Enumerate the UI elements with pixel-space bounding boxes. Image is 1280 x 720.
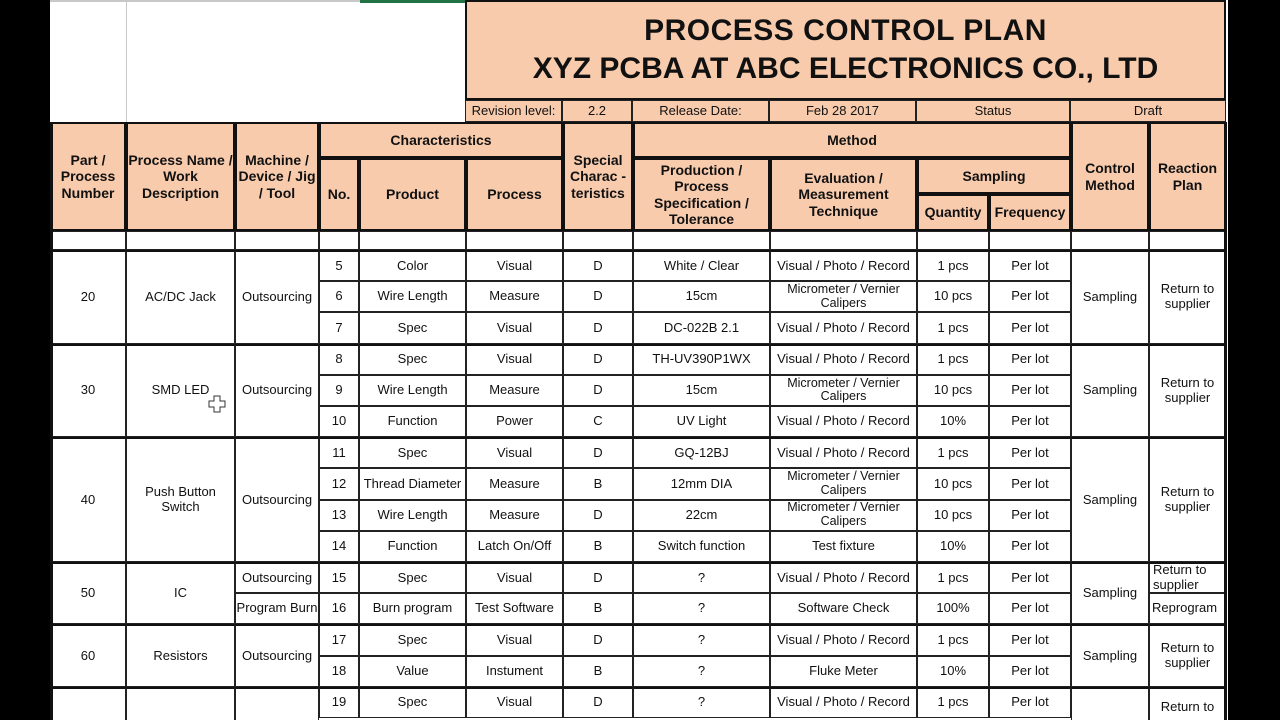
cell-spec[interactable]: GQ-12BJ: [633, 437, 770, 468]
cell-product[interactable]: Function: [359, 406, 466, 437]
cell-no[interactable]: 16: [319, 593, 359, 624]
blank-cell[interactable]: [235, 231, 319, 250]
cell-freq[interactable]: Per lot: [989, 468, 1071, 499]
reaction-plan-cell[interactable]: Return to supplier: [1149, 344, 1226, 438]
header-product[interactable]: Product: [359, 158, 466, 231]
cell-qty[interactable]: 10 pcs: [917, 281, 989, 312]
cell-process[interactable]: Visual: [466, 437, 563, 468]
machine-cell[interactable]: Outsourcing: [235, 624, 319, 686]
control-method-cell[interactable]: Sampling: [1071, 562, 1149, 624]
cell-process[interactable]: Visual: [466, 624, 563, 655]
header-characteristics[interactable]: Characteristics: [319, 122, 563, 158]
cell-no[interactable]: 12: [319, 468, 359, 499]
cell-spec[interactable]: 22cm: [633, 500, 770, 531]
cell-no[interactable]: 7: [319, 312, 359, 343]
spreadsheet-area[interactable]: [50, 0, 1228, 720]
cell-special[interactable]: B: [563, 656, 633, 687]
cell-qty[interactable]: 1 pcs: [917, 250, 989, 281]
cell-no[interactable]: 18: [319, 656, 359, 687]
part-number-cell[interactable]: 50: [50, 562, 126, 624]
cell-qty[interactable]: 10 pcs: [917, 375, 989, 406]
cell-eval[interactable]: Test fixture: [770, 531, 917, 562]
cell-qty[interactable]: 10%: [917, 656, 989, 687]
cell-freq[interactable]: Per lot: [989, 312, 1071, 343]
cell-product[interactable]: Wire Length: [359, 500, 466, 531]
title-line1: PROCESS CONTROL PLAN: [644, 13, 1047, 47]
cell-eval[interactable]: Micrometer / Vernier Calipers: [770, 375, 917, 406]
cell-freq[interactable]: Per lot: [989, 656, 1071, 687]
cell-eval[interactable]: Fluke Meter: [770, 656, 917, 687]
reaction-plan-cell[interactable]: Reprogram: [1149, 593, 1226, 624]
cell-eval[interactable]: Visual / Photo / Record: [770, 312, 917, 343]
cell-special[interactable]: D: [563, 344, 633, 375]
cell-qty[interactable]: 10%: [917, 531, 989, 562]
cell-eval[interactable]: Micrometer / Vernier Calipers: [770, 500, 917, 531]
header-special-characteristics[interactable]: Special Charac - teristics: [563, 122, 633, 231]
cell-spec[interactable]: UV Light: [633, 406, 770, 437]
machine-cell[interactable]: Outsourcing: [235, 437, 319, 562]
status-value[interactable]: Draft: [1070, 100, 1226, 122]
cell-spec[interactable]: ?: [633, 593, 770, 624]
machine-cell[interactable]: Outsourcing: [235, 562, 319, 593]
cell-product[interactable]: Function: [359, 531, 466, 562]
cell-no[interactable]: 6: [319, 281, 359, 312]
cell-no[interactable]: 19: [319, 687, 359, 718]
cell-eval[interactable]: Visual / Photo / Record: [770, 344, 917, 375]
cell-qty[interactable]: 1 pcs: [917, 312, 989, 343]
cell-freq[interactable]: Per lot: [989, 624, 1071, 655]
cell-special[interactable]: D: [563, 375, 633, 406]
machine-cell[interactable]: Outsourcing: [235, 250, 319, 344]
process-name-cell[interactable]: SMD LED: [126, 344, 235, 438]
cell-qty[interactable]: 10 pcs: [917, 500, 989, 531]
cell-freq[interactable]: Per lot: [989, 344, 1071, 375]
blank-cell[interactable]: [359, 231, 466, 250]
cell-qty[interactable]: 1 pcs: [917, 437, 989, 468]
cell-product[interactable]: Spec: [359, 562, 466, 593]
cell-special[interactable]: D: [563, 687, 633, 718]
cell-eval[interactable]: Visual / Photo / Record: [770, 562, 917, 593]
cell-eval[interactable]: Visual / Photo / Record: [770, 250, 917, 281]
cell-special[interactable]: D: [563, 281, 633, 312]
cell-product[interactable]: Spec: [359, 624, 466, 655]
reaction-plan-cell[interactable]: Return to supplier: [1149, 250, 1226, 344]
cell-product[interactable]: Spec: [359, 687, 466, 718]
cell-spec[interactable]: TH-UV390P1WX: [633, 344, 770, 375]
cell-no[interactable]: 10: [319, 406, 359, 437]
header-specification[interactable]: Production / Process Specification / Tolerance: [633, 158, 770, 231]
cell-eval[interactable]: Micrometer / Vernier Calipers: [770, 281, 917, 312]
cell-no[interactable]: 9: [319, 375, 359, 406]
cell-qty[interactable]: 100%: [917, 593, 989, 624]
header-evaluation[interactable]: Evaluation / Measurement Technique: [770, 158, 917, 231]
cell-product[interactable]: Wire Length: [359, 281, 466, 312]
cell-no[interactable]: 8: [319, 344, 359, 375]
cell-product[interactable]: Spec: [359, 437, 466, 468]
cell-freq[interactable]: Per lot: [989, 437, 1071, 468]
table-left-border: [50, 122, 53, 720]
blank-cell[interactable]: [770, 231, 917, 250]
cell-freq[interactable]: Per lot: [989, 562, 1071, 593]
blank-cell[interactable]: [563, 231, 633, 250]
blank-cell[interactable]: [50, 231, 126, 250]
cell-qty[interactable]: 10 pcs: [917, 468, 989, 499]
cell-no[interactable]: 15: [319, 562, 359, 593]
cell-special[interactable]: D: [563, 562, 633, 593]
revision-value[interactable]: 2.2: [562, 100, 632, 122]
control-method-cell[interactable]: Sampling: [1071, 437, 1149, 562]
blank-cell[interactable]: [917, 231, 989, 250]
cell-spec[interactable]: White / Clear: [633, 250, 770, 281]
process-name-cell[interactable]: [126, 687, 235, 720]
cell-freq[interactable]: Per lot: [989, 250, 1071, 281]
part-number-cell[interactable]: 40: [50, 437, 126, 562]
cell-eval[interactable]: Software Check: [770, 593, 917, 624]
process-name-cell[interactable]: Push Button Switch: [126, 437, 235, 562]
cell-spec[interactable]: Switch function: [633, 531, 770, 562]
cell-freq[interactable]: Per lot: [989, 375, 1071, 406]
process-name-cell[interactable]: IC: [126, 562, 235, 624]
cell-spec[interactable]: ?: [633, 562, 770, 593]
cell-freq[interactable]: Per lot: [989, 593, 1071, 624]
cell-process[interactable]: Instument: [466, 656, 563, 687]
release-date-value[interactable]: Feb 28 2017: [769, 100, 916, 122]
cell-process[interactable]: Visual: [466, 312, 563, 343]
cell-spec[interactable]: ?: [633, 624, 770, 655]
header-process[interactable]: Process: [466, 158, 563, 231]
cell-qty[interactable]: 10%: [917, 406, 989, 437]
header-frequency[interactable]: Frequency: [989, 194, 1071, 231]
cell-eval[interactable]: Visual / Photo / Record: [770, 406, 917, 437]
cell-special[interactable]: D: [563, 250, 633, 281]
cell-freq[interactable]: Per lot: [989, 687, 1071, 718]
header-reaction-plan[interactable]: Reaction Plan: [1149, 122, 1226, 231]
machine-cell[interactable]: Outsourcing: [235, 344, 319, 438]
cell-special[interactable]: B: [563, 593, 633, 624]
reaction-plan-cell[interactable]: Return to supplier: [1149, 562, 1226, 593]
cell-product[interactable]: Value: [359, 656, 466, 687]
status-label: Status: [916, 100, 1070, 122]
cell-process[interactable]: Latch On/Off: [466, 531, 563, 562]
cell-process[interactable]: Visual: [466, 562, 563, 593]
cell-product[interactable]: Color: [359, 250, 466, 281]
header-process-name[interactable]: Process Name / Work Description: [126, 122, 235, 231]
cell-process[interactable]: Measure: [466, 500, 563, 531]
header-sampling[interactable]: Sampling: [917, 158, 1071, 194]
header-control-method[interactable]: Control Method: [1071, 122, 1149, 231]
part-number-cell[interactable]: 60: [50, 624, 126, 686]
cell-no[interactable]: 14: [319, 531, 359, 562]
blank-cell[interactable]: [319, 231, 359, 250]
cell-special[interactable]: C: [563, 406, 633, 437]
cell-qty[interactable]: 1 pcs: [917, 562, 989, 593]
cell-special[interactable]: D: [563, 500, 633, 531]
cell-spec[interactable]: 15cm: [633, 375, 770, 406]
cell-process[interactable]: Visual: [466, 344, 563, 375]
cell-freq[interactable]: Per lot: [989, 406, 1071, 437]
cell-no[interactable]: 11: [319, 437, 359, 468]
machine-cell[interactable]: [235, 687, 319, 720]
cell-no[interactable]: 13: [319, 500, 359, 531]
title-block: [465, 0, 1226, 100]
cell-eval[interactable]: Visual / Photo / Record: [770, 687, 917, 718]
cell-spec[interactable]: 15cm: [633, 281, 770, 312]
cell-freq[interactable]: Per lot: [989, 281, 1071, 312]
blank-cell[interactable]: [126, 231, 235, 250]
cell-qty[interactable]: 1 pcs: [917, 344, 989, 375]
cell-special[interactable]: D: [563, 312, 633, 343]
cell-process[interactable]: Measure: [466, 468, 563, 499]
part-number-cell[interactable]: [50, 687, 126, 720]
cell-process[interactable]: Power: [466, 406, 563, 437]
cross-cursor-icon: [208, 395, 224, 411]
cell-product[interactable]: Burn program: [359, 593, 466, 624]
release-date-label: Release Date:: [632, 100, 769, 122]
cell-product[interactable]: Wire Length: [359, 375, 466, 406]
cell-spec[interactable]: ?: [633, 656, 770, 687]
cell-eval[interactable]: Visual / Photo / Record: [770, 624, 917, 655]
control-method-cell[interactable]: Sampling: [1071, 344, 1149, 438]
blank-cell[interactable]: [633, 231, 770, 250]
cell-product[interactable]: Thread Diameter: [359, 468, 466, 499]
cell-product[interactable]: Spec: [359, 344, 466, 375]
cell-freq[interactable]: Per lot: [989, 500, 1071, 531]
cell-special[interactable]: B: [563, 468, 633, 499]
control-method-cell[interactable]: Sampling: [1071, 624, 1149, 686]
blank-cell[interactable]: [466, 231, 563, 250]
blank-cell[interactable]: [989, 231, 1071, 250]
cell-spec[interactable]: DC-022B 2.1: [633, 312, 770, 343]
cell-process[interactable]: Measure: [466, 281, 563, 312]
machine-cell[interactable]: Program Burn: [235, 593, 319, 624]
table-right-border: [1224, 122, 1227, 720]
cell-no[interactable]: 5: [319, 250, 359, 281]
cell-spec[interactable]: ?: [633, 687, 770, 718]
cell-process[interactable]: Measure: [466, 375, 563, 406]
cell-eval[interactable]: Visual / Photo / Record: [770, 437, 917, 468]
control-method-cell[interactable]: Sampling: [1071, 250, 1149, 344]
cell-qty[interactable]: 1 pcs: [917, 687, 989, 718]
control-method-cell[interactable]: [1071, 687, 1149, 720]
title-line2: XYZ PCBA AT ABC ELECTRONICS CO., LTD: [532, 52, 1159, 85]
cell-process[interactable]: Test Software: [466, 593, 563, 624]
reaction-plan-cell[interactable]: Return to supplier: [1149, 437, 1226, 562]
cell-product[interactable]: Spec: [359, 312, 466, 343]
gridline: [126, 0, 127, 122]
reaction-plan-cell[interactable]: Return to supplier: [1149, 624, 1226, 686]
cell-spec[interactable]: 12mm DIA: [633, 468, 770, 499]
cell-freq[interactable]: Per lot: [989, 531, 1071, 562]
reaction-plan-cell[interactable]: Return to: [1149, 687, 1226, 720]
revision-label: Revision level:: [465, 100, 562, 122]
cell-special[interactable]: B: [563, 531, 633, 562]
process-name-cell[interactable]: Resistors: [126, 624, 235, 686]
blank-cell[interactable]: [1149, 231, 1226, 250]
cell-eval[interactable]: Micrometer / Vernier Calipers: [770, 468, 917, 499]
cell-no[interactable]: 17: [319, 624, 359, 655]
selected-cell-indicator: [360, 0, 466, 3]
cell-qty[interactable]: 1 pcs: [917, 624, 989, 655]
header-quantity[interactable]: Quantity: [917, 194, 989, 231]
part-number-cell[interactable]: 20: [50, 250, 126, 344]
cell-process[interactable]: Visual: [466, 250, 563, 281]
header-method[interactable]: Method: [633, 122, 1071, 158]
header-no[interactable]: No.: [319, 158, 359, 231]
cell-process[interactable]: Visual: [466, 687, 563, 718]
process-name-cell[interactable]: AC/DC Jack: [126, 250, 235, 344]
header-machine[interactable]: Machine / Device / Jig / Tool: [235, 122, 319, 231]
blank-cell[interactable]: [1071, 231, 1149, 250]
part-number-cell[interactable]: 30: [50, 344, 126, 438]
cell-special[interactable]: D: [563, 624, 633, 655]
header-part-number[interactable]: Part / Process Number: [50, 122, 126, 231]
cell-special[interactable]: D: [563, 437, 633, 468]
